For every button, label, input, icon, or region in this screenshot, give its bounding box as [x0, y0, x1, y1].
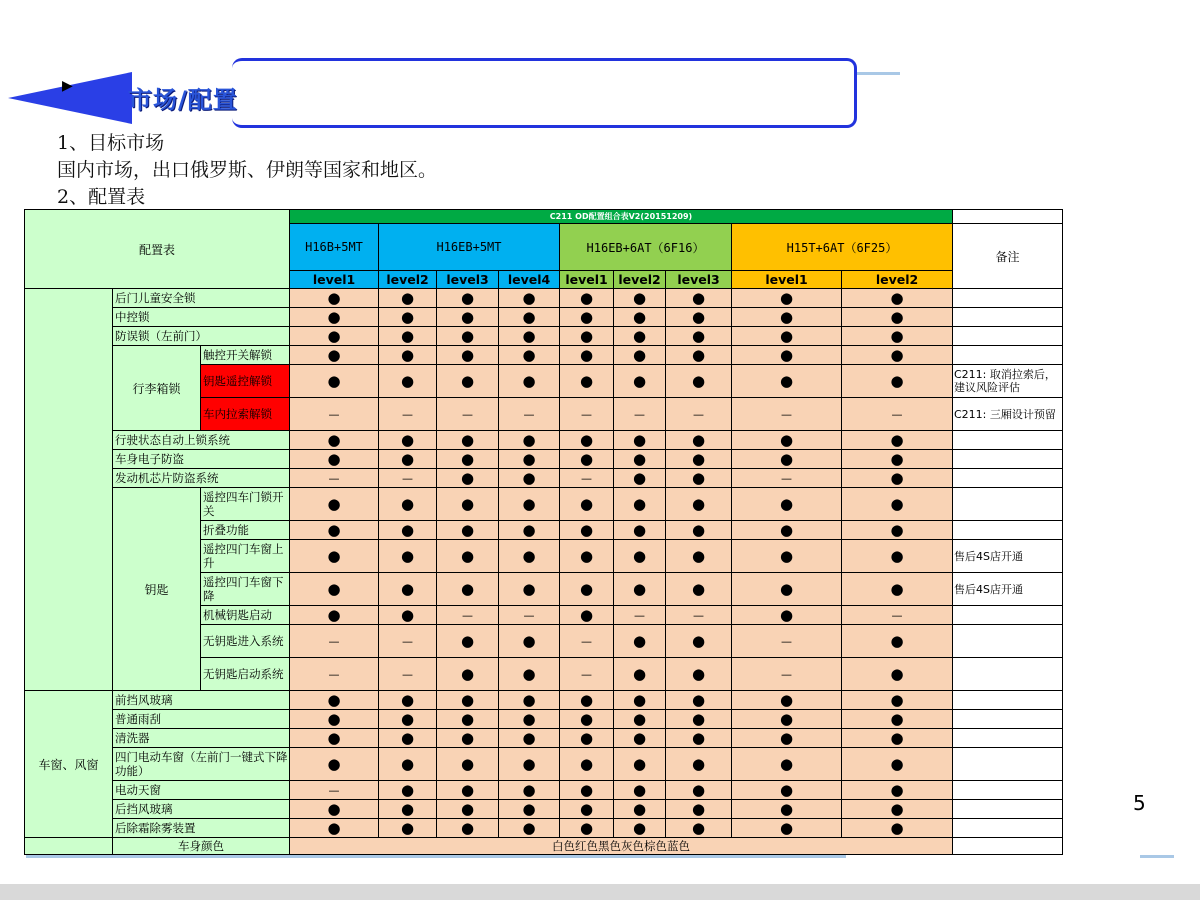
page-number: 5: [1133, 791, 1146, 815]
dash-mark: —: [560, 469, 614, 488]
level-header: level1: [290, 271, 379, 289]
filled-dot-icon: ●: [614, 819, 666, 838]
filled-dot-icon: ●: [290, 289, 379, 308]
filled-dot-icon: ●: [614, 346, 666, 365]
filled-dot-icon: ●: [437, 365, 499, 398]
play-arrow-icon: ▶: [62, 78, 73, 94]
filled-dot-icon: ●: [666, 540, 732, 573]
row-label: 四门电动车窗（左前门一键式下降功能）: [113, 748, 290, 781]
filled-dot-icon: ●: [732, 781, 842, 800]
filled-dot-icon: ●: [666, 346, 732, 365]
filled-dot-icon: ●: [379, 488, 437, 521]
dash-mark: —: [732, 625, 842, 658]
filled-dot-icon: ●: [560, 346, 614, 365]
filled-dot-icon: ●: [614, 469, 666, 488]
filled-dot-icon: ●: [379, 729, 437, 748]
filled-dot-icon: ●: [379, 365, 437, 398]
filled-dot-icon: ●: [290, 606, 379, 625]
row-note: [953, 819, 1063, 838]
filled-dot-icon: ●: [290, 365, 379, 398]
filled-dot-icon: ●: [614, 431, 666, 450]
filled-dot-icon: ●: [614, 308, 666, 327]
filled-dot-icon: ●: [437, 308, 499, 327]
row-label: 防误锁（左前门）: [113, 327, 290, 346]
filled-dot-icon: ●: [437, 729, 499, 748]
table-title: C211 OD配置组合表V2(20151209): [290, 210, 953, 224]
dash-mark: —: [560, 625, 614, 658]
filled-dot-icon: ●: [732, 488, 842, 521]
filled-dot-icon: ●: [499, 710, 560, 729]
row-label: 车身颜色: [113, 838, 290, 855]
model-header: H16B+5MT: [290, 224, 379, 271]
dash-mark: —: [379, 398, 437, 431]
filled-dot-icon: ●: [499, 327, 560, 346]
dash-mark: —: [290, 469, 379, 488]
filled-dot-icon: ●: [290, 748, 379, 781]
filled-dot-icon: ●: [732, 691, 842, 710]
filled-dot-icon: ●: [666, 327, 732, 346]
filled-dot-icon: ●: [560, 800, 614, 819]
filled-dot-icon: ●: [666, 729, 732, 748]
filled-dot-icon: ●: [437, 450, 499, 469]
filled-dot-icon: ●: [379, 606, 437, 625]
filled-dot-icon: ●: [560, 606, 614, 625]
level-header: level3: [666, 271, 732, 289]
dash-mark: —: [379, 658, 437, 691]
level-header: level1: [560, 271, 614, 289]
filled-dot-icon: ●: [842, 308, 953, 327]
filled-dot-icon: ●: [499, 450, 560, 469]
filled-dot-icon: ●: [437, 540, 499, 573]
row-label: 后挡风玻璃: [113, 800, 290, 819]
filled-dot-icon: ●: [499, 469, 560, 488]
footer-line-right: [1140, 855, 1174, 858]
row-label: 钥匙遥控解锁: [201, 365, 290, 398]
filled-dot-icon: ●: [379, 308, 437, 327]
filled-dot-icon: ●: [842, 327, 953, 346]
filled-dot-icon: ●: [379, 540, 437, 573]
category-lock: [25, 289, 113, 691]
filled-dot-icon: ●: [437, 800, 499, 819]
level-header: level2: [614, 271, 666, 289]
row-label: 遥控四门车窗上升: [201, 540, 290, 573]
model-header: H15T+6AT（6F25）: [732, 224, 953, 271]
filled-dot-icon: ●: [842, 781, 953, 800]
level-header: level1: [732, 271, 842, 289]
row-note: [953, 289, 1063, 308]
filled-dot-icon: ●: [379, 450, 437, 469]
row-label: 无钥匙启动系统: [201, 658, 290, 691]
filled-dot-icon: ●: [499, 748, 560, 781]
dash-mark: —: [499, 606, 560, 625]
row-note: [953, 781, 1063, 800]
filled-dot-icon: ●: [842, 365, 953, 398]
filled-dot-icon: ●: [842, 710, 953, 729]
filled-dot-icon: ●: [499, 625, 560, 658]
filled-dot-icon: ●: [379, 573, 437, 606]
filled-dot-icon: ●: [560, 710, 614, 729]
filled-dot-icon: ●: [437, 748, 499, 781]
filled-dot-icon: ●: [842, 540, 953, 573]
filled-dot-icon: ●: [666, 308, 732, 327]
notes-header: 备注: [953, 224, 1063, 289]
filled-dot-icon: ●: [379, 819, 437, 838]
dash-mark: —: [499, 398, 560, 431]
filled-dot-icon: ●: [560, 450, 614, 469]
filled-dot-icon: ●: [666, 748, 732, 781]
row-note: [953, 710, 1063, 729]
row-note: [953, 450, 1063, 469]
row-note: 售后4S店开通: [953, 573, 1063, 606]
filled-dot-icon: ●: [499, 521, 560, 540]
filled-dot-icon: ●: [290, 521, 379, 540]
filled-dot-icon: ●: [379, 691, 437, 710]
filled-dot-icon: ●: [379, 431, 437, 450]
filled-dot-icon: ●: [290, 488, 379, 521]
row-note: [953, 327, 1063, 346]
filled-dot-icon: ●: [732, 450, 842, 469]
dash-mark: —: [560, 658, 614, 691]
dash-mark: —: [290, 625, 379, 658]
row-note: [953, 729, 1063, 748]
dash-mark: —: [666, 398, 732, 431]
header-frame: [232, 58, 857, 128]
dash-mark: —: [379, 469, 437, 488]
model-header: H16EB+5MT: [379, 224, 560, 271]
filled-dot-icon: ●: [499, 346, 560, 365]
intro-line-config-table: 2、配置表: [57, 186, 146, 208]
filled-dot-icon: ●: [437, 431, 499, 450]
filled-dot-icon: ●: [666, 289, 732, 308]
filled-dot-icon: ●: [499, 691, 560, 710]
filled-dot-icon: ●: [290, 691, 379, 710]
row-note: [953, 800, 1063, 819]
filled-dot-icon: ●: [732, 800, 842, 819]
row-note: [953, 308, 1063, 327]
filled-dot-icon: ●: [499, 781, 560, 800]
filled-dot-icon: ●: [614, 365, 666, 398]
row-note: [953, 606, 1063, 625]
filled-dot-icon: ●: [560, 308, 614, 327]
filled-dot-icon: ●: [437, 819, 499, 838]
level-header: level4: [499, 271, 560, 289]
filled-dot-icon: ●: [666, 625, 732, 658]
dash-mark: —: [732, 469, 842, 488]
filled-dot-icon: ●: [666, 488, 732, 521]
row-label: 车身电子防盗: [113, 450, 290, 469]
dash-mark: —: [290, 658, 379, 691]
row-label: 车内拉索解锁: [201, 398, 290, 431]
row-label: 行驶状态自动上锁系统: [113, 431, 290, 450]
filled-dot-icon: ●: [437, 710, 499, 729]
filled-dot-icon: ●: [614, 710, 666, 729]
filled-dot-icon: ●: [666, 710, 732, 729]
color-category-blank: [25, 838, 113, 855]
filled-dot-icon: ●: [290, 308, 379, 327]
row-label: 发动机芯片防盗系统: [113, 469, 290, 488]
filled-dot-icon: ●: [842, 729, 953, 748]
filled-dot-icon: ●: [560, 521, 614, 540]
filled-dot-icon: ●: [842, 469, 953, 488]
filled-dot-icon: ●: [437, 346, 499, 365]
filled-dot-icon: ●: [732, 819, 842, 838]
filled-dot-icon: ●: [290, 710, 379, 729]
subcategory-trunk-lock: 行李箱锁: [113, 346, 201, 431]
filled-dot-icon: ●: [379, 521, 437, 540]
filled-dot-icon: ●: [560, 431, 614, 450]
filled-dot-icon: ●: [499, 573, 560, 606]
dash-mark: —: [379, 625, 437, 658]
row-note: [953, 346, 1063, 365]
filled-dot-icon: ●: [732, 540, 842, 573]
row-note: C211: 取消拉索后，建议风险评估: [953, 365, 1063, 398]
row-note: [953, 691, 1063, 710]
filled-dot-icon: ●: [290, 800, 379, 819]
filled-dot-icon: ●: [499, 289, 560, 308]
row-label: 无钥匙进入系统: [201, 625, 290, 658]
filled-dot-icon: ●: [379, 748, 437, 781]
filled-dot-icon: ●: [614, 729, 666, 748]
filled-dot-icon: ●: [290, 450, 379, 469]
filled-dot-icon: ●: [499, 819, 560, 838]
filled-dot-icon: ●: [666, 819, 732, 838]
filled-dot-icon: ●: [666, 573, 732, 606]
filled-dot-icon: ●: [732, 573, 842, 606]
dash-mark: —: [842, 606, 953, 625]
level-header: level3: [437, 271, 499, 289]
filled-dot-icon: ●: [666, 781, 732, 800]
filled-dot-icon: ●: [842, 289, 953, 308]
dash-mark: —: [732, 658, 842, 691]
filled-dot-icon: ●: [842, 658, 953, 691]
filled-dot-icon: ●: [666, 521, 732, 540]
filled-dot-icon: ●: [290, 346, 379, 365]
filled-dot-icon: ●: [666, 800, 732, 819]
filled-dot-icon: ●: [437, 521, 499, 540]
row-note: [953, 521, 1063, 540]
row-label: 后门儿童安全锁: [113, 289, 290, 308]
row-label: 遥控四门车窗下降: [201, 573, 290, 606]
filled-dot-icon: ●: [732, 729, 842, 748]
filled-dot-icon: ●: [842, 450, 953, 469]
filled-dot-icon: ●: [614, 573, 666, 606]
level-header: level2: [842, 271, 953, 289]
filled-dot-icon: ●: [560, 748, 614, 781]
filled-dot-icon: ●: [560, 691, 614, 710]
row-note: [953, 488, 1063, 521]
row-note: C211: 三厢设计预留: [953, 398, 1063, 431]
filled-dot-icon: ●: [666, 450, 732, 469]
row-note: [953, 625, 1063, 658]
filled-dot-icon: ●: [437, 625, 499, 658]
filled-dot-icon: ●: [732, 431, 842, 450]
filled-dot-icon: ●: [732, 308, 842, 327]
filled-dot-icon: ●: [499, 488, 560, 521]
filled-dot-icon: ●: [560, 819, 614, 838]
filled-dot-icon: ●: [499, 540, 560, 573]
filled-dot-icon: ●: [437, 781, 499, 800]
filled-dot-icon: ●: [560, 488, 614, 521]
row-label: 清洗器: [113, 729, 290, 748]
filled-dot-icon: ●: [842, 488, 953, 521]
filled-dot-icon: ●: [614, 289, 666, 308]
filled-dot-icon: ●: [666, 431, 732, 450]
row-label: 折叠功能: [201, 521, 290, 540]
row-label: 电动天窗: [113, 781, 290, 800]
filled-dot-icon: ●: [842, 521, 953, 540]
filled-dot-icon: ●: [614, 748, 666, 781]
row-note: 售后4S店开通: [953, 540, 1063, 573]
filled-dot-icon: ●: [614, 691, 666, 710]
dash-mark: —: [437, 398, 499, 431]
filled-dot-icon: ●: [842, 800, 953, 819]
filled-dot-icon: ●: [379, 327, 437, 346]
footer-bar: [0, 884, 1200, 900]
filled-dot-icon: ●: [842, 346, 953, 365]
filled-dot-icon: ●: [499, 800, 560, 819]
filled-dot-icon: ●: [666, 469, 732, 488]
dash-mark: —: [437, 606, 499, 625]
filled-dot-icon: ●: [290, 431, 379, 450]
filled-dot-icon: ●: [614, 540, 666, 573]
filled-dot-icon: ●: [614, 800, 666, 819]
row-label: 触控开关解锁: [201, 346, 290, 365]
filled-dot-icon: ●: [732, 346, 842, 365]
footer-line: [26, 855, 846, 858]
filled-dot-icon: ●: [499, 431, 560, 450]
slide-title: 市场/配置: [128, 86, 238, 114]
filled-dot-icon: ●: [842, 573, 953, 606]
filled-dot-icon: ●: [732, 748, 842, 781]
row-note: [953, 838, 1063, 855]
title-blank-cell: [953, 210, 1063, 224]
filled-dot-icon: ●: [732, 365, 842, 398]
corner-label: 配置表: [25, 210, 290, 289]
filled-dot-icon: ●: [379, 289, 437, 308]
filled-dot-icon: ●: [437, 469, 499, 488]
filled-dot-icon: ●: [290, 819, 379, 838]
filled-dot-icon: ●: [666, 691, 732, 710]
filled-dot-icon: ●: [732, 327, 842, 346]
filled-dot-icon: ●: [379, 800, 437, 819]
filled-dot-icon: ●: [499, 308, 560, 327]
filled-dot-icon: ●: [732, 521, 842, 540]
filled-dot-icon: ●: [437, 488, 499, 521]
filled-dot-icon: ●: [560, 781, 614, 800]
dash-mark: —: [290, 398, 379, 431]
intro-line-markets: 国内市场，出口俄罗斯、伊朗等国家和地区。: [57, 159, 438, 181]
model-header: H16EB+6AT（6F16）: [560, 224, 732, 271]
filled-dot-icon: ●: [842, 819, 953, 838]
filled-dot-icon: ●: [499, 365, 560, 398]
filled-dot-icon: ●: [614, 327, 666, 346]
filled-dot-icon: ●: [614, 521, 666, 540]
filled-dot-icon: ●: [290, 540, 379, 573]
filled-dot-icon: ●: [842, 748, 953, 781]
filled-dot-icon: ●: [379, 710, 437, 729]
dash-mark: —: [732, 398, 842, 431]
row-label: 前挡风玻璃: [113, 691, 290, 710]
filled-dot-icon: ●: [499, 658, 560, 691]
intro-line-target-market: 1、目标市场: [57, 132, 165, 154]
filled-dot-icon: ●: [290, 729, 379, 748]
filled-dot-icon: ●: [560, 729, 614, 748]
row-label: 后除霜除雾装置: [113, 819, 290, 838]
config-table: [24, 209, 1063, 855]
filled-dot-icon: ●: [614, 450, 666, 469]
row-note: [953, 431, 1063, 450]
filled-dot-icon: ●: [614, 658, 666, 691]
dash-mark: —: [614, 606, 666, 625]
subcategory-key: 钥匙: [113, 488, 201, 691]
row-note: [953, 469, 1063, 488]
filled-dot-icon: ●: [560, 540, 614, 573]
row-label: 机械钥匙启动: [201, 606, 290, 625]
filled-dot-icon: ●: [666, 658, 732, 691]
filled-dot-icon: ●: [842, 431, 953, 450]
category-window: 车窗、风窗: [25, 691, 113, 838]
dash-mark: —: [666, 606, 732, 625]
filled-dot-icon: ●: [379, 346, 437, 365]
filled-dot-icon: ●: [732, 289, 842, 308]
filled-dot-icon: ●: [732, 710, 842, 729]
filled-dot-icon: ●: [842, 691, 953, 710]
filled-dot-icon: ●: [437, 691, 499, 710]
filled-dot-icon: ●: [614, 625, 666, 658]
row-label: 中控锁: [113, 308, 290, 327]
dash-mark: —: [560, 398, 614, 431]
filled-dot-icon: ●: [732, 606, 842, 625]
filled-dot-icon: ●: [614, 488, 666, 521]
dash-mark: —: [290, 781, 379, 800]
filled-dot-icon: ●: [290, 573, 379, 606]
filled-dot-icon: ●: [560, 289, 614, 308]
filled-dot-icon: ●: [437, 327, 499, 346]
row-label: 普通雨刮: [113, 710, 290, 729]
dash-mark: —: [614, 398, 666, 431]
filled-dot-icon: ●: [560, 365, 614, 398]
filled-dot-icon: ●: [842, 625, 953, 658]
filled-dot-icon: ●: [290, 327, 379, 346]
row-note: [953, 658, 1063, 691]
row-label: 遥控四车门锁开关: [201, 488, 290, 521]
filled-dot-icon: ●: [666, 365, 732, 398]
filled-dot-icon: ●: [560, 327, 614, 346]
filled-dot-icon: ●: [379, 781, 437, 800]
dash-mark: —: [842, 398, 953, 431]
color-options: 白色红色黑色灰色棕色蓝色: [290, 838, 953, 855]
filled-dot-icon: ●: [499, 729, 560, 748]
row-note: [953, 748, 1063, 781]
filled-dot-icon: ●: [437, 573, 499, 606]
filled-dot-icon: ●: [560, 573, 614, 606]
filled-dot-icon: ●: [437, 658, 499, 691]
filled-dot-icon: ●: [437, 289, 499, 308]
filled-dot-icon: ●: [614, 781, 666, 800]
level-header: level2: [379, 271, 437, 289]
